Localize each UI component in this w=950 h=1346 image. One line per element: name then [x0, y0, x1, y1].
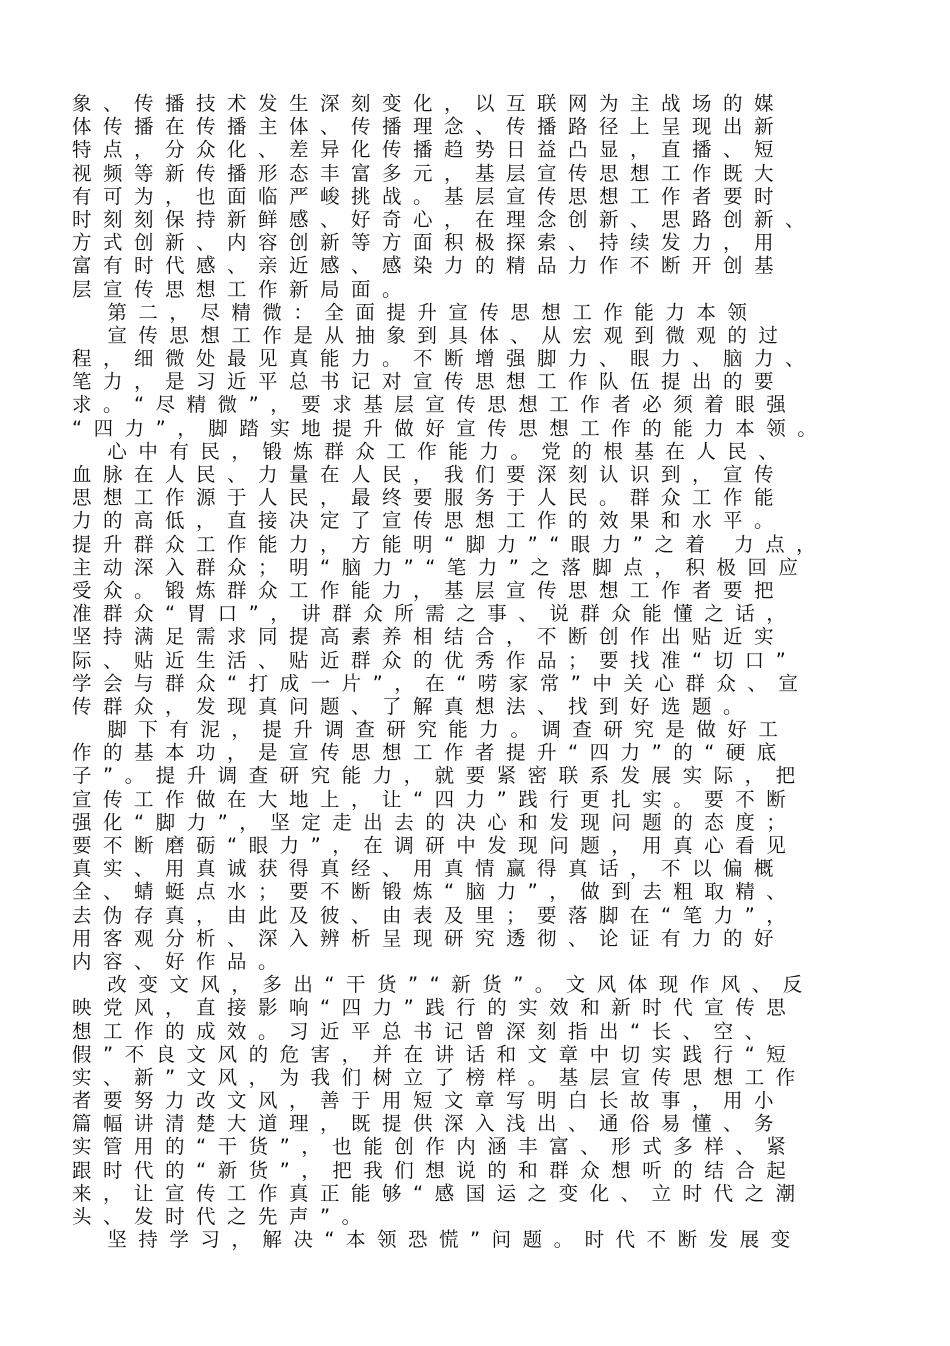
text-line: 头、发时代之先声”。 — [72, 1205, 373, 1228]
text-line: 篇幅讲清楚大道理，既提供深入浅出、通俗易懂、务 — [72, 1112, 786, 1136]
text-line: 层宣传思想工作新局面。 — [72, 277, 414, 301]
text-line: 来，让宣传工作真正能够“感国运之变化、立时代之潮 — [72, 1181, 807, 1205]
text-line: 实管用的“干货”，也能创作内涵丰富、形式多样、紧 — [72, 1135, 798, 1159]
text-line: 特点，分众化、差异化传播趋势日益凸显，直播、短 — [72, 138, 786, 162]
text-line: 强化“脚力”，坚定走出去的决心和发现问题的态度； — [72, 810, 798, 834]
text-line: 思想工作源于人民，最终要服务于人民。群众工作能 — [72, 486, 786, 510]
body-text — [72, 92, 872, 1251]
text-line: 提升群众工作能力，方能明“脚力”“眼力”之着 力点， — [72, 532, 828, 556]
text-line: 改变文风，多出“干货”“新货”。文风体现作风、反 — [72, 973, 814, 997]
text-line: 要不断磨砺“眼力”，在调研中发现问题，用真心看见 — [72, 834, 798, 857]
text-line: 准群众“胃口”，讲群众所需之事、说群众能懂之话， — [72, 602, 798, 626]
text-line: 象、传播技术发生深刻变化，以互联网为主战场的媒 — [72, 92, 786, 115]
text-line: 者要努力改文风，善于用短文章写明白长故事，用小 — [72, 1089, 786, 1113]
text-line: 子”。提升调查研究能力，就要紧密联系发展实际，把 — [72, 764, 807, 788]
text-line: 有可为，也面临严峻挑战。基层宣传思想工作者要时 — [72, 184, 786, 208]
text-line: 坚持学习，解决“本领恐慌”问题。时代不断发展变 — [72, 1228, 802, 1252]
text-line: 方式创新、内容创新等方面积极探索、持续发力，用 — [72, 231, 786, 255]
text-line: 传群众，发现真问题、了解真想法、找到好选题。 — [72, 694, 755, 718]
text-line: 用客观分析、深入辨析呈现研究透彻、论证有力的好 — [72, 926, 786, 950]
text-line: 心中有民，锻炼群众工作能力。党的根基在人民、 — [72, 439, 790, 463]
text-line: 主动深入群众；明“脑力”“笔力”之落脚点，积极回应 — [72, 555, 810, 579]
text-line: 实、新”文风，为我们树立了榜样。基层宣传思想工作 — [72, 1065, 807, 1089]
text-line: 体传播在传播主体、传播理念、传播路径上呈现出新 — [72, 115, 786, 139]
text-line: 程，细微处最见真能力。不断增强脚力、眼力、脑力、 — [72, 347, 817, 371]
section-heading: 第二，尽精微：全面提升宣传思想工作能力本领 — [72, 300, 759, 324]
text-line: 坚持满足需求同提高素养相结合，不断创作出贴近实 — [72, 625, 786, 649]
text-line: 学会与群众“打成一片”，在“唠家常”中关心群众、宣 — [72, 671, 810, 695]
text-line: 富有时代感、亲近感、感染力的精品力作不断开创基 — [72, 254, 786, 278]
text-line: 作的基本功，是宣传思想工作者提升“四力”的“硬底 — [72, 741, 788, 765]
text-line: 求。“尽精微”，要求基层宣传思想工作者必须着眼强 — [72, 393, 798, 417]
text-line: 脚下有泥，提升调查研究能力。调查研究是做好工 — [72, 718, 790, 742]
text-line: 宣传思想工作是从抽象到具体、从宏观到微观的过 — [72, 323, 790, 347]
text-line: 受众。锻炼群众工作能力，基层宣传思想工作者要把 — [72, 578, 786, 602]
text-line: 视频等新传播形态丰富多元，基层宣传思想工作既大 — [72, 161, 786, 185]
text-line: 想工作的成效。习近平总书记曾深刻指出“长、空、 — [72, 1019, 776, 1043]
text-line: 笔力，是习近平总书记对宣传思想工作队伍提出的要 — [72, 370, 786, 394]
text-line: 内容、好作品。 — [72, 949, 290, 973]
text-line: 力的高低，直接决定了宣传思想工作的效果和水平。 — [72, 509, 786, 533]
text-line: 全、蜻蜓点水；要不断锻炼“脑力”，做到去粗取精、 — [72, 880, 798, 904]
text-line: 假”不良文风的危害，并在讲话和文章中切实践行“短 — [72, 1042, 798, 1066]
text-line: 映党风，直接影响“四力”践行的实效和新时代宣传思 — [72, 996, 798, 1020]
text-line: 去伪存真，由此及彼、由表及里；要落脚在“笔力”， — [72, 903, 798, 927]
text-line: 宣传工作做在大地上，让“四力”践行更扎实。要不断 — [72, 787, 798, 811]
text-line: 真实、用真诚获得真经、用真情赢得真话，不以偏概 — [72, 857, 786, 881]
text-line: 际、贴近生活、贴近群众的优秀作品；要找准“切口” — [72, 648, 798, 672]
text-line: 血脉在人民、力量在人民，我们要深刻认识到，宣传 — [72, 463, 786, 486]
text-line: 时刻刻保持新鲜感、好奇心，在理念创新、思路创新、 — [72, 207, 817, 231]
text-line: “四力”，脚踏实地提升做好宣传思想工作的能力本领。 — [72, 416, 829, 440]
text-line: 跟时代的“新货”，把我们想说的和群众想听的结合起 — [72, 1158, 798, 1182]
